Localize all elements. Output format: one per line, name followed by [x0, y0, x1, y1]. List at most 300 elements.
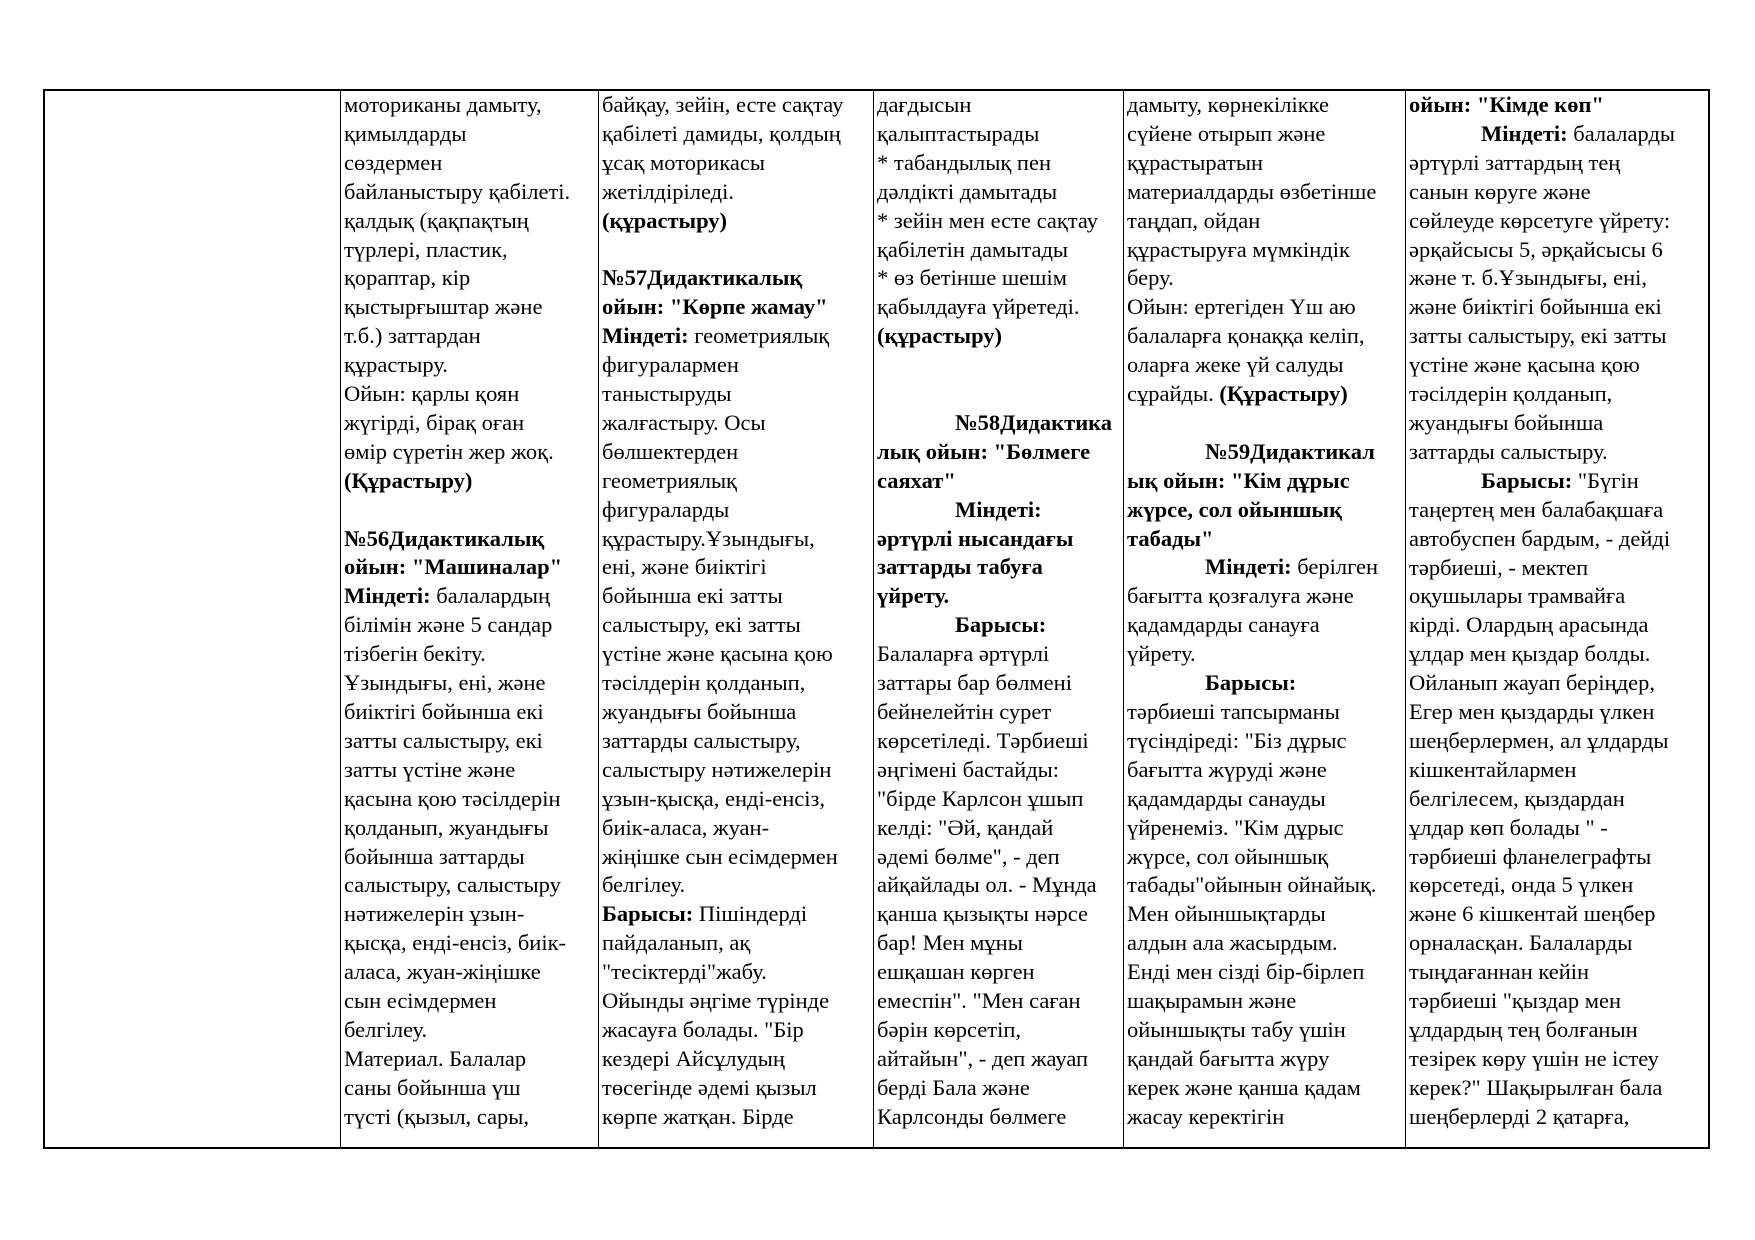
- line-text: қысқа, енді-енсіз, биік-: [344, 930, 566, 956]
- line-text: бәрін көрсетіп,: [877, 1016, 1022, 1042]
- text-line: [602, 91, 873, 120]
- line-text: (Құрастыру): [344, 467, 473, 493]
- line-text: затты салыстыру, екі затты: [1409, 323, 1667, 349]
- line-text: Ойланып жауап беріңдер,: [1409, 670, 1656, 696]
- line-text: жасау керектігін: [1127, 1103, 1285, 1129]
- line-text: ұзын-қысқа, енді-енсіз,: [602, 785, 825, 811]
- text-line: [344, 640, 598, 669]
- line-text: қолданып, жуандығы: [344, 814, 549, 840]
- line-text: қабілеті дамиды, қолдың: [602, 120, 841, 146]
- text-line: [877, 525, 1123, 554]
- text-line: [344, 669, 598, 698]
- line-text: Барысы:: [1205, 670, 1297, 696]
- line-text: заттарды салыстыру.: [1409, 438, 1608, 464]
- text-line: [344, 871, 598, 900]
- line-text: құрастыратын: [1127, 149, 1263, 175]
- text-line: [602, 438, 873, 467]
- line-text: затты үстіне және: [344, 756, 516, 782]
- text-line: [1127, 900, 1405, 929]
- line-text: айтайын", - деп жауап: [877, 1045, 1089, 1071]
- line-text: Міндеті:: [1205, 554, 1292, 580]
- text-line: [1127, 438, 1405, 467]
- line-text: бағытта қозғалуға және: [1127, 583, 1354, 609]
- text-line: [1409, 958, 1708, 987]
- text-line: [1409, 582, 1708, 611]
- text-line: [602, 293, 873, 322]
- text-line: [1409, 669, 1708, 698]
- line-text: табады"ойынын ойнайық.: [1127, 872, 1377, 898]
- text-line: [1409, 236, 1708, 265]
- text-line: [1127, 1074, 1405, 1103]
- text-line: [602, 467, 873, 496]
- line-text: ық ойын: "Кім дұрыс: [1127, 467, 1350, 493]
- text-line: [344, 120, 598, 149]
- line-text: пайдаланып, ақ: [602, 930, 751, 956]
- line-text: емеспін". "Мен саған: [877, 988, 1081, 1014]
- text-line: [344, 91, 598, 120]
- line-text: белгілеу.: [344, 1016, 428, 1042]
- text-line: [877, 727, 1123, 756]
- text-line: [602, 264, 873, 293]
- text-line: [602, 582, 873, 611]
- line-text: тезірек көру үшін не істеу: [1409, 1045, 1659, 1071]
- line-text: ұлдар мен қыздар болды.: [1409, 641, 1651, 667]
- text-line: [344, 987, 598, 1016]
- line-text: бағытта жүруді және: [1127, 756, 1327, 782]
- line-text: жүрсе, сол ойыншық: [1127, 843, 1329, 869]
- line-text: тәрбиеші, - мектеп: [1409, 554, 1589, 580]
- line-text: заттарды салыстыру,: [602, 727, 801, 753]
- line-text: дамыту, көрнекілікке: [1127, 92, 1329, 117]
- line-text: затты салыстыру, екі: [344, 727, 543, 753]
- line-text: орналасқан. Балаларды: [1409, 930, 1633, 956]
- text-line: [602, 496, 873, 525]
- text-line: [602, 958, 873, 987]
- line-text: сын есімдермен: [344, 988, 497, 1014]
- text-line: [1127, 1016, 1405, 1045]
- line-text: қандай бағытта жүру: [1127, 1045, 1330, 1071]
- line-text: Материал. Балалар: [344, 1045, 527, 1071]
- line-text: жалғастыру. Осы: [602, 409, 766, 435]
- line-text: салыстыру нәтижелерін: [602, 756, 832, 782]
- text-line: [1409, 698, 1708, 727]
- text-line: [602, 120, 873, 149]
- text-line: [344, 351, 598, 380]
- text-line: [1409, 756, 1708, 785]
- line-text: табады": [1127, 525, 1214, 551]
- line-text: Міндеті:: [1481, 120, 1568, 146]
- text-line: [877, 149, 1123, 178]
- text-line: [344, 929, 598, 958]
- text-line: [344, 1074, 598, 1103]
- text-line: [877, 322, 1123, 351]
- text-line: [877, 900, 1123, 929]
- line-text: қабылдауға үйретеді.: [877, 294, 1080, 320]
- line-text: биік-аласа, жуан-: [602, 814, 770, 840]
- text-line: [602, 1016, 873, 1045]
- line-text: "тесіктерді"жабу.: [602, 959, 767, 985]
- line-text: берді Бала және: [877, 1074, 1030, 1100]
- text-line: [1127, 698, 1405, 727]
- line-text: Міндеті:: [602, 323, 689, 349]
- line-text: үйрету.: [1127, 641, 1196, 667]
- line-text: оқушылары трамвайға: [1409, 583, 1626, 609]
- line-text: және 6 кішкентай шеңбер: [1409, 901, 1656, 927]
- line-text: үйренеміз. "Кім дұрыс: [1127, 814, 1344, 840]
- text-line: [877, 929, 1123, 958]
- table-column: [1124, 91, 1406, 1147]
- text-line: [1127, 611, 1405, 640]
- line-text: бойынша екі затты: [602, 583, 783, 609]
- text-line: [1127, 1103, 1405, 1132]
- text-line: [602, 149, 873, 178]
- line-text: үйрету.: [877, 583, 950, 609]
- line-text: үстіне және қасына қою: [1409, 352, 1640, 378]
- line-text-rest: геометриялық: [688, 323, 830, 349]
- line-text: саяхат": [877, 467, 956, 493]
- line-text: моториканы дамыту,: [344, 92, 542, 117]
- text-line: [1127, 727, 1405, 756]
- line-text: байланыстыру қабілеті.: [344, 178, 571, 204]
- text-line: [602, 1045, 873, 1074]
- line-text: қалдық (қақпақтың: [344, 207, 529, 233]
- text-line: [1127, 207, 1405, 236]
- line-text: төсегінде әдемі қызыл: [602, 1074, 817, 1100]
- line-text: дағдысын: [877, 92, 972, 117]
- text-line: [877, 553, 1123, 582]
- line-text: жасауға болады. "Бір: [602, 1016, 804, 1042]
- text-line: [877, 120, 1123, 149]
- line-text: бейнелейтін сурет: [877, 699, 1052, 724]
- line-text: жуандығы бойынша: [1409, 409, 1604, 435]
- line-text: құрастыруға мүмкіндік: [1127, 236, 1350, 262]
- line-text: * өз бетінше шешім: [877, 265, 1067, 291]
- text-line: [877, 1045, 1123, 1074]
- text-line: [1409, 120, 1708, 149]
- line-text: №57Дидактикалық: [602, 265, 803, 291]
- text-line: [1409, 91, 1708, 120]
- text-line: [602, 351, 873, 380]
- text-line: [602, 380, 873, 409]
- line-text: кішкентайлармен: [1409, 756, 1577, 782]
- text-line: [602, 525, 873, 554]
- text-line: [1127, 351, 1405, 380]
- line-text: көрсетеді, онда 5 үлкен: [1409, 872, 1634, 898]
- line-text: фигураларды: [602, 496, 730, 522]
- line-text: №56Дидактикалық: [344, 525, 545, 551]
- text-line: [877, 1074, 1123, 1103]
- text-line: [1127, 149, 1405, 178]
- text-line: [1127, 958, 1405, 987]
- text-line: [344, 958, 598, 987]
- text-line: [877, 380, 1123, 409]
- line-text: үстіне және қасына қою: [602, 641, 833, 667]
- line-text: керек және қанша қадам: [1127, 1074, 1361, 1100]
- line-text: т.б.) заттардан: [344, 323, 481, 349]
- text-line: [344, 149, 598, 178]
- line-text: шеңберлерді 2 қатарға,: [1409, 1103, 1630, 1129]
- text-line: [344, 698, 598, 727]
- text-line: [877, 611, 1123, 640]
- text-line: [1409, 871, 1708, 900]
- text-line: [1409, 1103, 1708, 1132]
- text-line: [602, 611, 873, 640]
- line-text: тізбегін бекіту.: [344, 641, 486, 667]
- text-line: [1127, 264, 1405, 293]
- line-text: ешқашан көрген: [877, 959, 1035, 985]
- line-text: қалыптастырады: [877, 120, 1040, 146]
- line-text: Карлсонды бөлмеге: [877, 1103, 1067, 1129]
- table-column: [341, 91, 599, 1147]
- text-line: [1127, 871, 1405, 900]
- line-text: ұлдар көп болады " -: [1409, 814, 1608, 840]
- line-text: сұрайды.: [1127, 381, 1220, 407]
- text-line: [1409, 496, 1708, 525]
- text-line: [877, 1103, 1123, 1132]
- text-line: [344, 438, 598, 467]
- line-text: (құрастыру): [877, 323, 1003, 349]
- text-line: [1127, 843, 1405, 872]
- text-line: [344, 900, 598, 929]
- text-line: [1409, 987, 1708, 1016]
- text-line: [877, 843, 1123, 872]
- line-text: Ойын: қарлы қоян: [344, 381, 520, 407]
- line-text: бар! Мен мұны: [877, 930, 1023, 956]
- table-column: [599, 91, 874, 1147]
- text-line: [1127, 322, 1405, 351]
- text-line: [344, 582, 598, 611]
- text-line: [877, 236, 1123, 265]
- line-text: жіңішке сын есімдермен: [602, 843, 838, 869]
- line-text: жуандығы бойынша: [602, 699, 797, 725]
- line-text: жетілдіріледі.: [602, 178, 734, 204]
- lesson-plan-table: [43, 89, 1710, 1149]
- text-line: [877, 640, 1123, 669]
- text-line: [602, 640, 873, 669]
- line-text: көрсетіледі. Тәрбиеші: [877, 727, 1089, 753]
- text-line: [1409, 727, 1708, 756]
- line-text: керек?" Шақырылған бала: [1409, 1074, 1663, 1100]
- text-line: [344, 611, 598, 640]
- line-text: ойын: "Кімде көп": [1409, 92, 1604, 117]
- line-text: сөйлеуде көрсетуге үйрету:: [1409, 207, 1671, 233]
- line-text: жүрсе, сол ойыншық: [1127, 496, 1343, 522]
- text-line: [1409, 900, 1708, 929]
- line-text: Міндеті:: [344, 583, 431, 609]
- text-line: [877, 438, 1123, 467]
- text-line: [1127, 582, 1405, 611]
- line-text: сүйене отырып және: [1127, 120, 1326, 146]
- line-text: алдын ала жасырдым.: [1127, 930, 1338, 956]
- text-line: [602, 900, 873, 929]
- line-text: құрастыру.: [344, 352, 448, 378]
- text-line: [1127, 814, 1405, 843]
- line-text: түрлері, пластик,: [344, 236, 508, 262]
- text-line: [1127, 409, 1405, 438]
- text-line: [344, 1016, 598, 1045]
- text-line: [344, 409, 598, 438]
- line-text: санын көруге және: [1409, 178, 1591, 204]
- line-text: №58Дидактика: [955, 409, 1113, 435]
- text-line: [602, 1103, 873, 1132]
- line-text: Енді мен сізді бір-бірлеп: [1127, 959, 1365, 985]
- line-text: лық ойын: "Бөлмеге: [877, 438, 1091, 464]
- line-text: тыңдағаннан кейін: [1409, 959, 1590, 985]
- text-line: [1409, 178, 1708, 207]
- text-line: [344, 843, 598, 872]
- text-line: [344, 207, 598, 236]
- line-text: беру.: [1127, 265, 1174, 291]
- line-text: кірді. Олардың арасында: [1409, 612, 1649, 638]
- text-line: [602, 843, 873, 872]
- text-line: [877, 669, 1123, 698]
- line-text: саны бойынша үш: [344, 1074, 521, 1100]
- line-text: салыстыру, салыстыру: [344, 872, 561, 898]
- line-text: тәрбиеші фланелеграфты: [1409, 843, 1652, 869]
- line-text-rest: берілген: [1291, 554, 1379, 580]
- text-line: [877, 1016, 1123, 1045]
- line-text: көрпе жатқан. Бірде: [602, 1103, 794, 1129]
- text-line: [877, 467, 1123, 496]
- text-line: [1409, 640, 1708, 669]
- text-line: [1127, 178, 1405, 207]
- line-text: Барысы:: [1481, 467, 1573, 493]
- text-line: [1409, 207, 1708, 236]
- text-line: [1409, 525, 1708, 554]
- text-line: [1409, 785, 1708, 814]
- line-text: Ұзындығы, ені, және: [344, 670, 546, 696]
- text-line: [877, 91, 1123, 120]
- text-line: [1127, 553, 1405, 582]
- line-text: * табандылық пен: [877, 149, 1051, 175]
- line-text: Егер мен қыздарды үлкен: [1409, 699, 1655, 725]
- line-text: әртүрлі заттардың тең: [1409, 149, 1621, 175]
- line-text: қасына қою тәсілдерін: [344, 785, 561, 811]
- line-text: заттары бар бөлмені: [877, 670, 1072, 696]
- line-text: әрқайсысы 5, әрқайсысы 6: [1409, 236, 1663, 262]
- line-text: құрастыру.Ұзындығы,: [602, 525, 815, 551]
- line-text: Барысы:: [955, 612, 1047, 638]
- line-text: ойыншықты табу үшін: [1127, 1016, 1346, 1042]
- line-text: Ойынды әңгіме түрінде: [602, 988, 830, 1014]
- text-line: [602, 814, 873, 843]
- text-line: [344, 1103, 598, 1132]
- text-line: [602, 207, 873, 236]
- line-text: Ойын: ертегіден Үш аю: [1127, 294, 1356, 320]
- line-text: заттарды табуға: [877, 554, 1043, 580]
- text-line: [1409, 1074, 1708, 1103]
- line-text-rest: (Құрастыру): [1219, 381, 1348, 407]
- line-text: қораптар, кір: [344, 265, 471, 291]
- text-line: [602, 236, 873, 265]
- text-line: [344, 236, 598, 265]
- text-line: [344, 814, 598, 843]
- line-text: қадамдарды санауды: [1127, 785, 1326, 811]
- text-line: [877, 178, 1123, 207]
- line-text: ойын: "Көрпе жамау": [602, 294, 828, 320]
- line-text: Балаларға әртүрлі: [877, 641, 1050, 667]
- line-text: Міндеті:: [955, 496, 1042, 522]
- line-text: (құрастыру): [602, 207, 728, 233]
- line-text: балаларға қонаққа келіп,: [1127, 323, 1365, 349]
- text-line: [1409, 843, 1708, 872]
- text-line: [1127, 236, 1405, 265]
- text-line: [1409, 1045, 1708, 1074]
- text-line: [1127, 1045, 1405, 1074]
- text-line: [1127, 785, 1405, 814]
- line-text: тәсілдерін қолданып,: [602, 670, 806, 696]
- line-text: бойынша заттарды: [344, 843, 525, 869]
- text-line: [1127, 293, 1405, 322]
- text-line: [1409, 149, 1708, 178]
- line-text: ені, және биіктігі: [602, 554, 767, 580]
- line-text: әртүрлі нысандағы: [877, 525, 1074, 551]
- line-text-rest: балалардың: [430, 583, 551, 609]
- line-text-rest: балаларды: [1567, 120, 1676, 146]
- table-column: [45, 91, 341, 1147]
- line-text: келді: "Әй, қандай: [877, 814, 1054, 840]
- text-line: [1409, 929, 1708, 958]
- line-text: шақырамын және: [1127, 988, 1297, 1014]
- line-text: "бірде Карлсон ұшып: [877, 785, 1084, 811]
- line-text: геометриялық: [602, 467, 737, 493]
- text-line: [1127, 380, 1405, 409]
- line-text-rest: Пішіндерді: [693, 901, 808, 927]
- line-text: ұсақ моторикасы: [602, 149, 766, 175]
- text-line: [1409, 467, 1708, 496]
- line-text: қимылдарды: [344, 120, 467, 146]
- text-line: [344, 727, 598, 756]
- line-text: биіктігі бойынша екі: [344, 699, 544, 725]
- line-text: түсті (қызыл, сары,: [344, 1103, 530, 1129]
- text-line: [877, 582, 1123, 611]
- text-line: [877, 264, 1123, 293]
- text-line: [877, 698, 1123, 727]
- line-text: фигуралармен: [602, 352, 739, 378]
- text-line: [602, 178, 873, 207]
- line-text: салыстыру, екі затты: [602, 612, 801, 638]
- text-line: [602, 322, 873, 351]
- text-line: [344, 293, 598, 322]
- text-line: [344, 322, 598, 351]
- text-line: [1127, 91, 1405, 120]
- text-line: [1409, 293, 1708, 322]
- text-line: [1127, 525, 1405, 554]
- text-line: [602, 929, 873, 958]
- table-column: [874, 91, 1124, 1147]
- text-line: [877, 409, 1123, 438]
- text-line: [1409, 554, 1708, 583]
- text-line: [1409, 611, 1708, 640]
- line-text: қабілетін дамытады: [877, 236, 1069, 262]
- text-line: [1409, 322, 1708, 351]
- text-line: [1127, 640, 1405, 669]
- line-text: қанша қызықты нәрсе: [877, 901, 1088, 927]
- line-text: кездері Айсұлудың: [602, 1045, 785, 1071]
- line-text: таныстыруды: [602, 381, 732, 407]
- text-line: [602, 669, 873, 698]
- text-line: [1409, 380, 1708, 409]
- text-line: [877, 293, 1123, 322]
- text-line: [877, 785, 1123, 814]
- text-line: [602, 1074, 873, 1103]
- text-line: [1409, 438, 1708, 467]
- line-text: қыстырғыштар және: [344, 294, 543, 320]
- text-line: [344, 264, 598, 293]
- line-text: ұлдардың тең болғанын: [1409, 1017, 1638, 1042]
- text-line: [877, 351, 1123, 380]
- text-line: [344, 496, 598, 525]
